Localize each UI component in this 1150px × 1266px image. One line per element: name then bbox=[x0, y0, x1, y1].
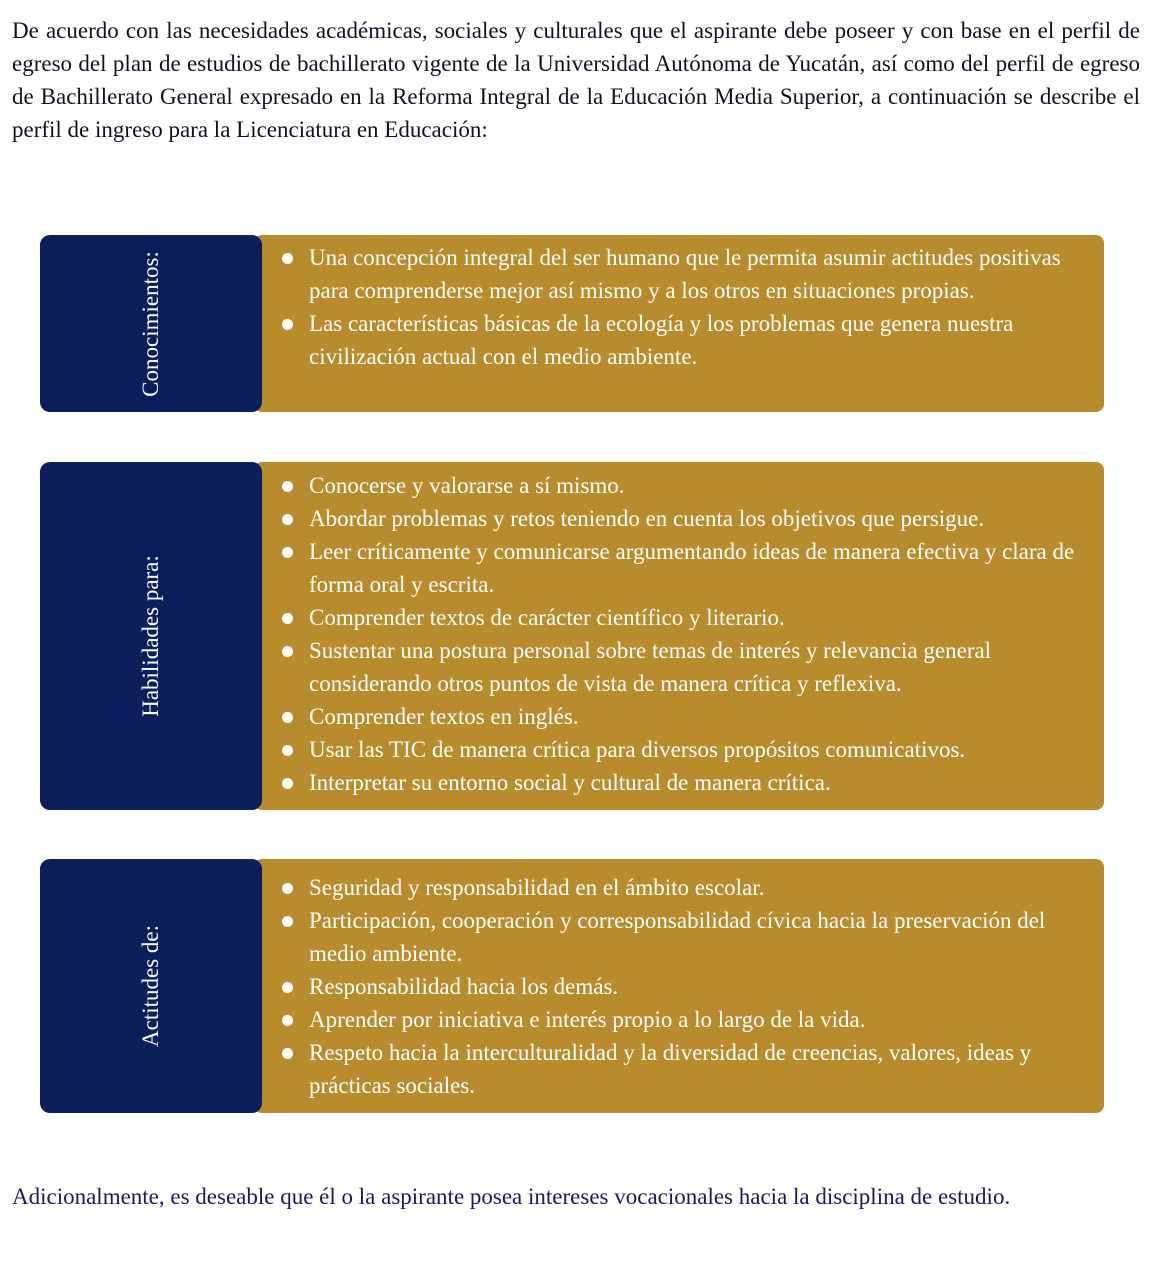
list-item: Una concepción integral del ser humano que le permita asumir actitudes positivas para comprenderse mejor así mismo y a los otros en situaciones propias. bbox=[309, 241, 1100, 307]
list-item: Las características básicas de la ecología y los problemas que genera nuestra civilización actual con el medio ambiente. bbox=[309, 307, 1100, 373]
bullet-list bbox=[309, 469, 1100, 799]
block-label-panel bbox=[40, 859, 262, 1113]
block-label: Habilidades para: bbox=[138, 555, 163, 717]
block-label-panel bbox=[40, 235, 262, 412]
block-label: Actitudes de: bbox=[138, 925, 163, 1047]
list-item: Seguridad y responsabilidad en el ámbito escolar. bbox=[309, 871, 1100, 904]
block-label-panel bbox=[40, 462, 262, 810]
block-content-panel bbox=[254, 235, 1104, 412]
list-item: Usar las TIC de manera crítica para diversos propósitos comunicativos. bbox=[309, 733, 1100, 766]
intro-paragraph: De acuerdo con las necesidades académicas, sociales y culturales que el aspirante debe poseer y con base en el perfil de egreso del plan de estudios de bachillerato vigente de la Universidad Autónoma de Yucatán, así como del perfil de egreso de Bachillerato General expresado en la Reforma Integral de la Educación Media Superior, a continuación se describe el perfil de ingreso para la Licenciatura en Educación: bbox=[12, 18, 1140, 142]
list-item: Conocerse y valorarse a sí mismo. bbox=[309, 469, 1100, 502]
profile-block-habilidades bbox=[40, 462, 1104, 810]
list-item: Leer críticamente y comunicarse argumentando ideas de manera efectiva y clara de forma oral y escrita. bbox=[309, 535, 1100, 601]
list-item: Comprender textos de carácter científico y literario. bbox=[309, 601, 1100, 634]
list-item: Interpretar su entorno social y cultural de manera crítica. bbox=[309, 766, 1100, 799]
profile-block-conocimientos bbox=[40, 235, 1104, 412]
list-item: Responsabilidad hacia los demás. bbox=[309, 970, 1100, 1003]
list-item: Comprender textos en inglés. bbox=[309, 700, 1100, 733]
list-item: Respeto hacia la interculturalidad y la diversidad de creencias, valores, ideas y prácticas sociales. bbox=[309, 1036, 1100, 1102]
block-content-panel bbox=[254, 462, 1104, 810]
bullet-list bbox=[309, 241, 1100, 373]
list-item: Sustentar una postura personal sobre temas de interés y relevancia general considerando otros puntos de vista de manera crítica y reflexiva. bbox=[309, 634, 1100, 700]
closing-paragraph: Adicionalmente, es deseable que él o la aspirante posea intereses vocacionales hacia la disciplina de estudio. bbox=[12, 1184, 1011, 1209]
block-content-panel bbox=[254, 859, 1104, 1113]
list-item: Aprender por iniciativa e interés propio a lo largo de la vida. bbox=[309, 1003, 1100, 1036]
bullet-list bbox=[309, 871, 1100, 1102]
list-item: Abordar problemas y retos teniendo en cuenta los objetivos que persigue. bbox=[309, 502, 1100, 535]
list-item: Participación, cooperación y corresponsabilidad cívica hacia la preservación del medio ambiente. bbox=[309, 904, 1100, 970]
block-label: Conocimientos: bbox=[138, 250, 163, 397]
profile-block-actitudes bbox=[40, 859, 1104, 1113]
